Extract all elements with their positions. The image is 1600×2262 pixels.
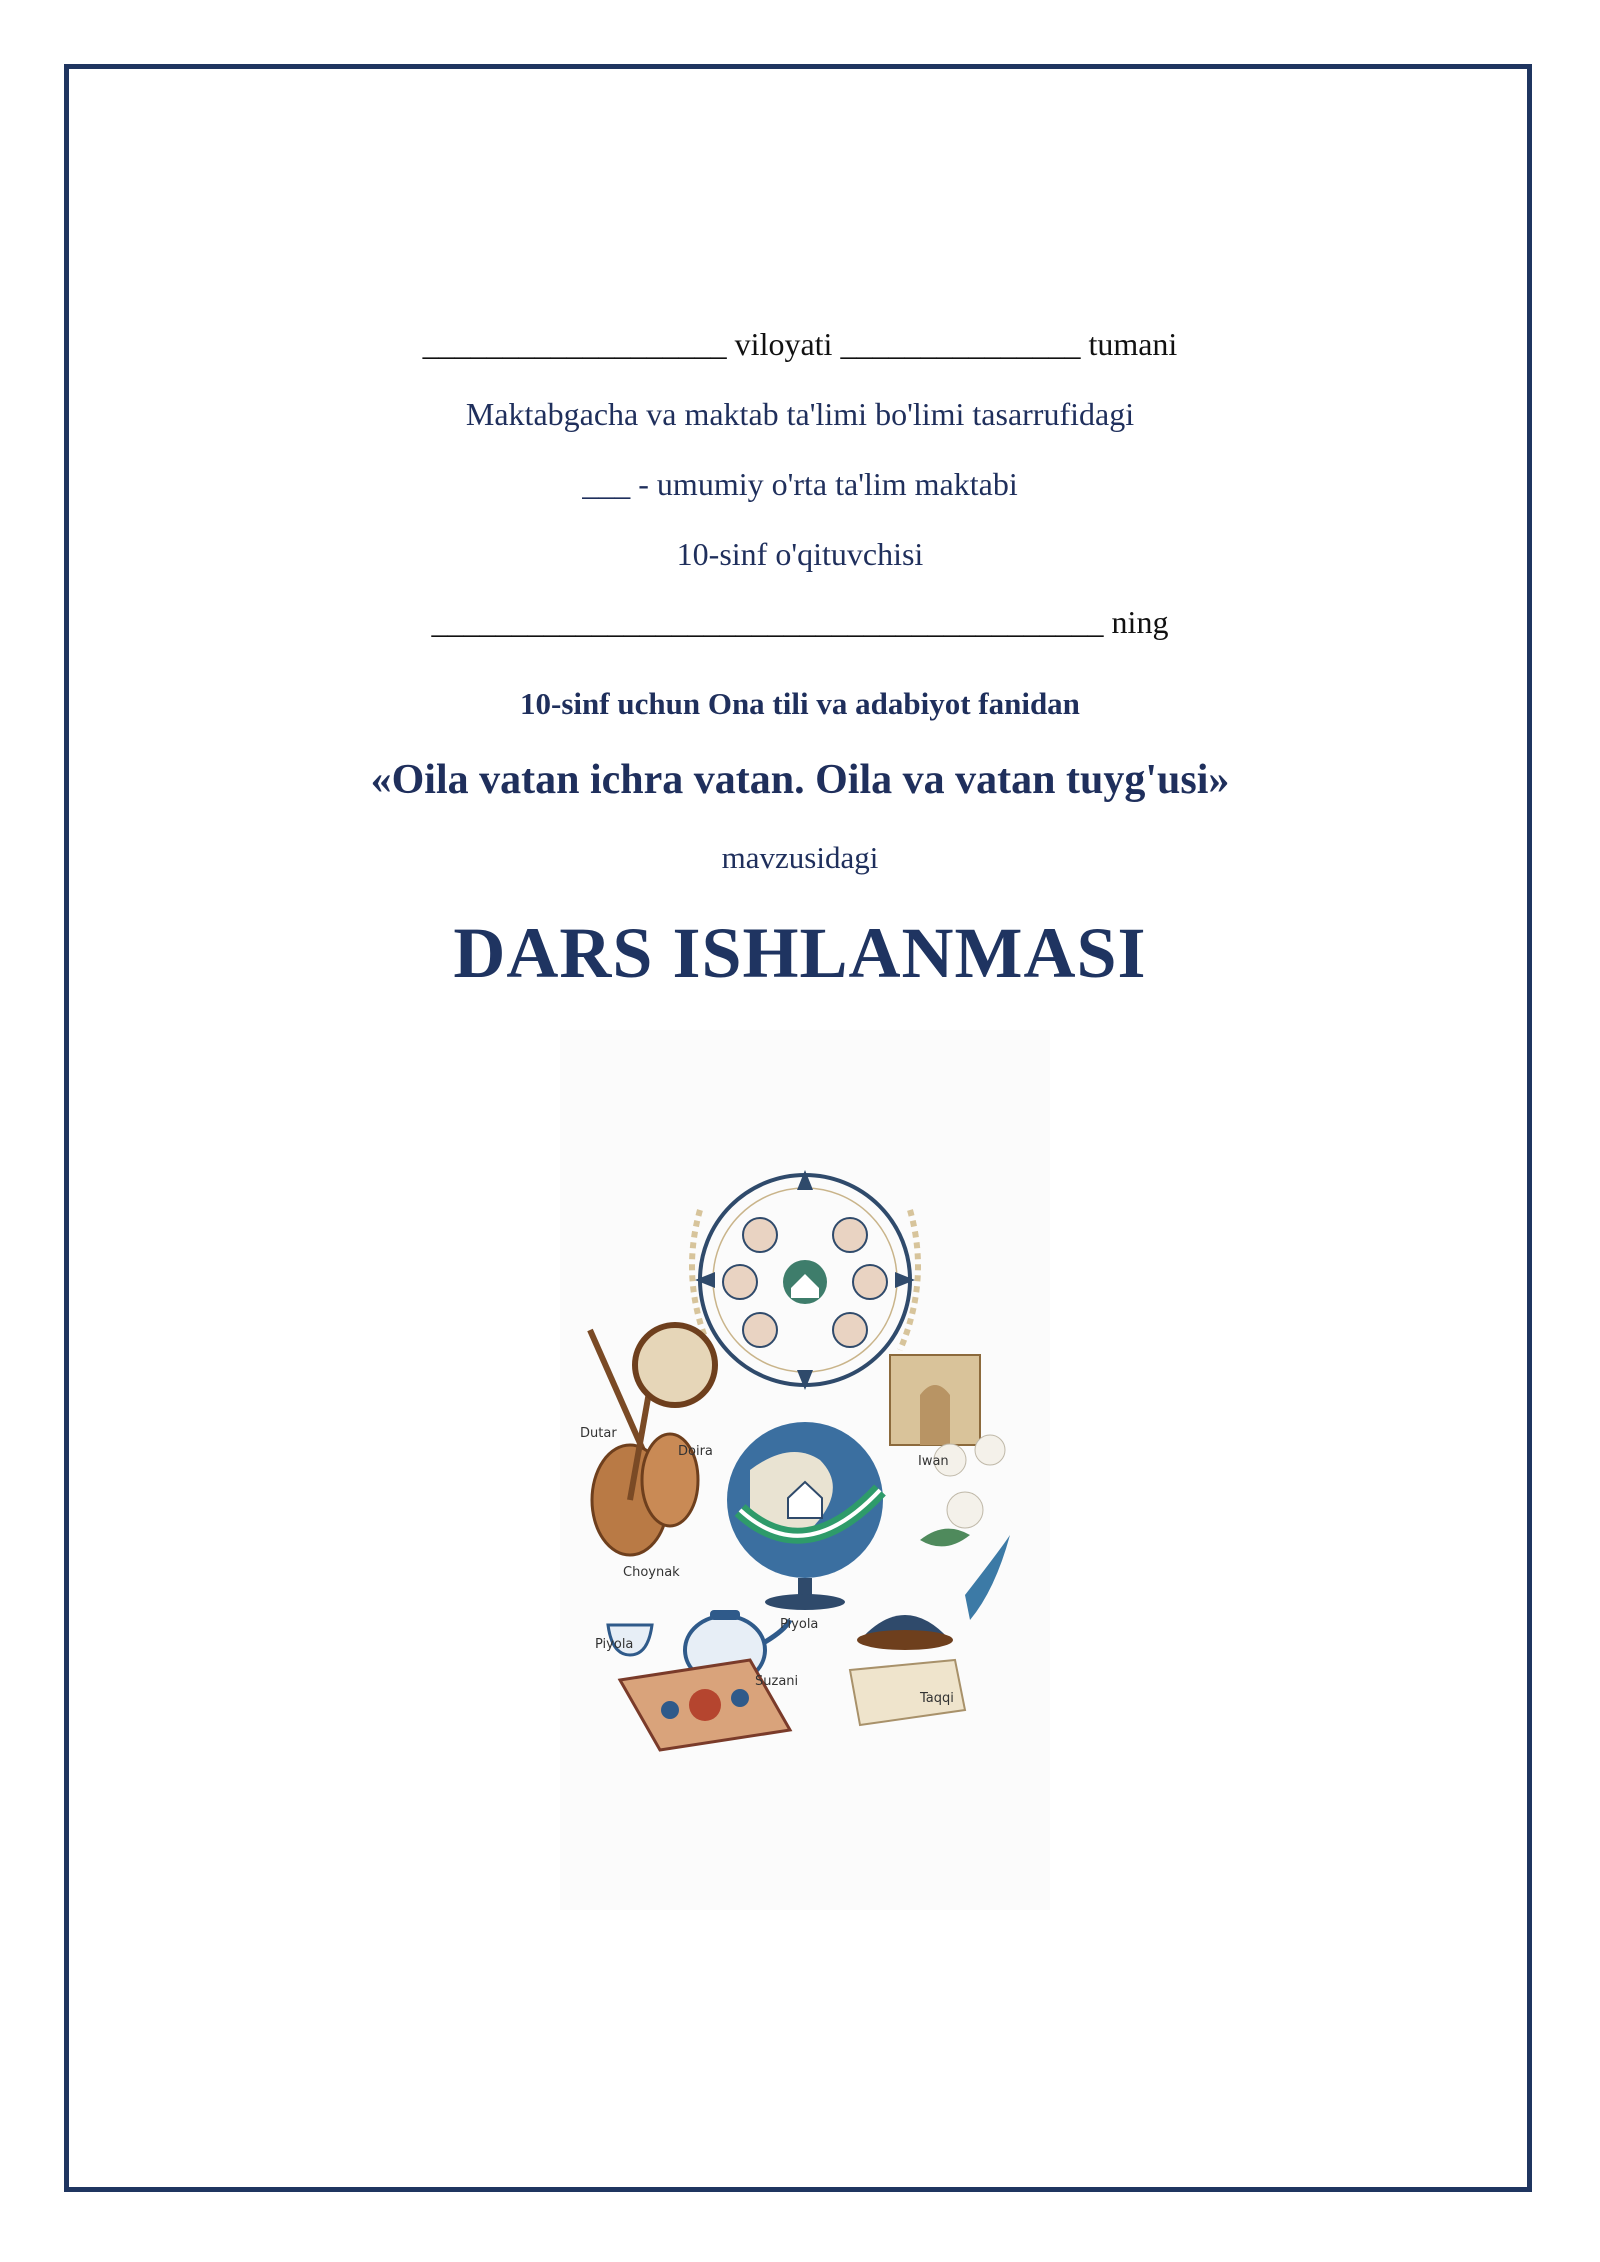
- teacher-blank: __________________________________________: [431, 604, 1104, 640]
- label-dutar: Dutar: [580, 1426, 617, 1441]
- document-title: DARS ISHLANMASI: [453, 913, 1147, 993]
- department-line: Maktabgacha va maktab ta'limi bo'limi tasarrufidagi: [465, 396, 1135, 432]
- district-label: tumani: [1088, 326, 1178, 362]
- topic-suffix: mavzusidagi: [721, 840, 879, 875]
- cover-illustration: [560, 1030, 1050, 1910]
- school-line: ___ - umumiy o'rta ta'lim maktabi: [582, 466, 1018, 502]
- label-choynak: Choynak: [623, 1565, 680, 1580]
- label-taqqi: Taqqi: [920, 1691, 954, 1706]
- label-piyola-left: Piyola: [595, 1637, 634, 1652]
- label-doira: Doira: [678, 1444, 713, 1459]
- region-label: viloyati: [734, 326, 833, 362]
- doira-icon: [635, 1325, 715, 1405]
- label-iwan: Iwan: [918, 1454, 949, 1469]
- region-line: [0, 326, 1600, 363]
- label-piyola-right: Piyola: [780, 1617, 819, 1632]
- iwan-icon: [890, 1355, 980, 1445]
- teacher-suffix: ning: [1111, 604, 1169, 640]
- topic-title: «Oila vatan ichra vatan. Oila va vatan tuyg'usi»: [370, 757, 1230, 803]
- subject-line: 10-sinf uchun Ona tili va adabiyot fanidan: [520, 686, 1080, 721]
- region-blank: ___________________: [422, 326, 727, 362]
- label-suzani: Suzani: [755, 1674, 799, 1689]
- teacher-line: [0, 604, 1600, 641]
- district-blank: _______________: [840, 326, 1081, 362]
- teacher-role: 10-sinf o'qituvchisi: [676, 536, 924, 572]
